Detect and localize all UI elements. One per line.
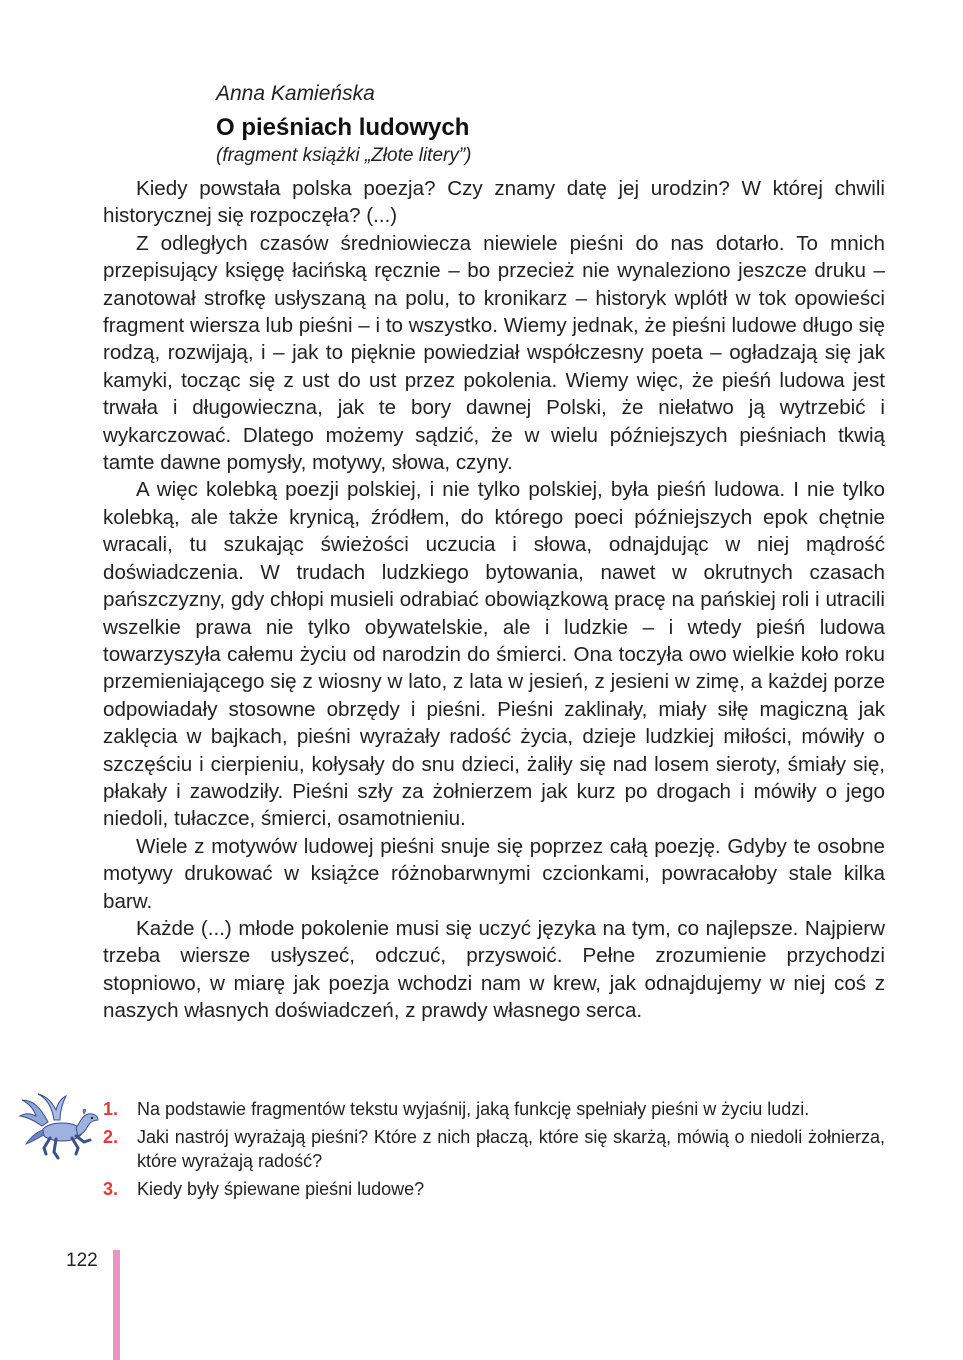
paragraph: Każde (...) młode pokolenie musi się uczyć języka na tym, co najlepsze. Najpierw trzeba wiersze usłyszeć, odczuć, przyswoić. Pełne zrozumienie przychodzi stopniowo, w miarę jak poezja wchodzi nam w krew, jak odnajdujemy w niej coś z naszych własnych doświadczeń, z prawdy własnego serca. [103, 916, 885, 1023]
task-number: 3. [103, 1178, 119, 1199]
task-number: 1. [103, 1099, 119, 1119]
task-text: Kiedy były śpiewane pieśni ludowe? [137, 1178, 425, 1199]
task-text: Jaki nastrój wyrażają pieśni? Które z nich płaczą, które się skarżą, mówią o niedoli żołnierza, które wyrażają radość? [137, 1126, 885, 1171]
paragraph: Wiele z motywów ludowej pieśni snuje się poprzez całą poezję. Gdyby te osobne motywy drukować w książce różnobarwnymi czcionkami, powracałoby stale kilka barw. [103, 834, 885, 913]
task-text: Na podstawie fragmentów tekstu wyjaśnij, jaką funkcję spełniały pieśni w życiu ludzi. [137, 1099, 810, 1119]
task-item [103, 1097, 885, 1122]
source-subtitle: (fragment książki „Złote litery”) [216, 145, 472, 166]
paragraph: Kiedy powstała polska poezja? Czy znamy datę jej urodzin? W której chwili historycznej się rozpoczęła? (...) [103, 177, 885, 228]
author-name: Anna Kamieńska [216, 82, 375, 105]
tasks-list [103, 1097, 885, 1204]
reading-text [103, 175, 885, 1025]
paragraph: A więc kolebką poezji polskiej, i nie tylko polskiej, była pieśń ludowa. I nie tylko kolebką, ale także krynicą, źródłem, do którego poeci późniejszych epok chętnie wracali, tu szukając świeżości uczucia i słowa, odnajdując w niej mądrość doświadczenia. W trudach ludzkiego bytowania, nawet w okrutnych czasach pańszczyzny, gdy chłopi musieli odrabiać obowiązkową pracę na pańskiej roli i utracili wszelkie prawa nie tylko obywatelskie, ale i ludzkie – i wtedy pieśń ludowa towarzyszyła całemu życiu od narodzin do śmierci. Ona toczyła owo wielkie koło roku przemieniającego się z wiosny w lato, z lata w jesień, z jesieni w zimę, a każdej porze odpowiadały stosowne obrzędy i pieśni. Pieśni zaklinały, miały siłę magiczną jak zaklęcia w bajkach, pieśni wyrażały radość życia, dzieje ludzkiej miłości, mówiły o szczęściu i cierpieniu, kołysały do snu dzieci, żaliły się nad losem sieroty, śmiały się, płakały i zawodziły. Pieśni szły za żołnierzem jak kurz po drogach i mówiły o jego niedoli, tułaczce, śmierci, osamotnieniu. [103, 478, 885, 831]
page-title: O pieśniach ludowych [216, 114, 470, 141]
task-item [103, 1177, 885, 1202]
task-item [103, 1125, 885, 1174]
paragraph: Z odległych czasów średniowiecza niewiele pieśni do nas dotarło. To mnich przepisujący księgę łacińską ręcznie – bo przecież nie wynaleziono jeszcze druku – zanotował strofkę usłyszaną na polu, to kronikarz – historyk wplótł w tok opowieści fragment wiersza lub pieśni – i to wszystko. Wiemy jednak, że pieśni ludowe długo się rodzą, rozwijają, i – jak to pięknie powiedział współczesny poeta – ogładzają się jak kamyki, tocząc się z ust do ust przez pokolenia. Wiemy więc, że pieśń ludowa jest trwała i długowieczna, jak te bory dawnej Polski, że niełatwo ją wytrzebić i wykarczować. Dlatego możemy sądzić, że w wielu późniejszych pieśniach tkwią tamte dawne pomysły, motywy, słowa, czyny. [103, 231, 885, 475]
task-number: 2. [103, 1126, 119, 1147]
margin-color-bar [113, 1250, 120, 1360]
pegasus-icon [18, 1092, 104, 1164]
page-number: 122 [66, 1250, 98, 1271]
